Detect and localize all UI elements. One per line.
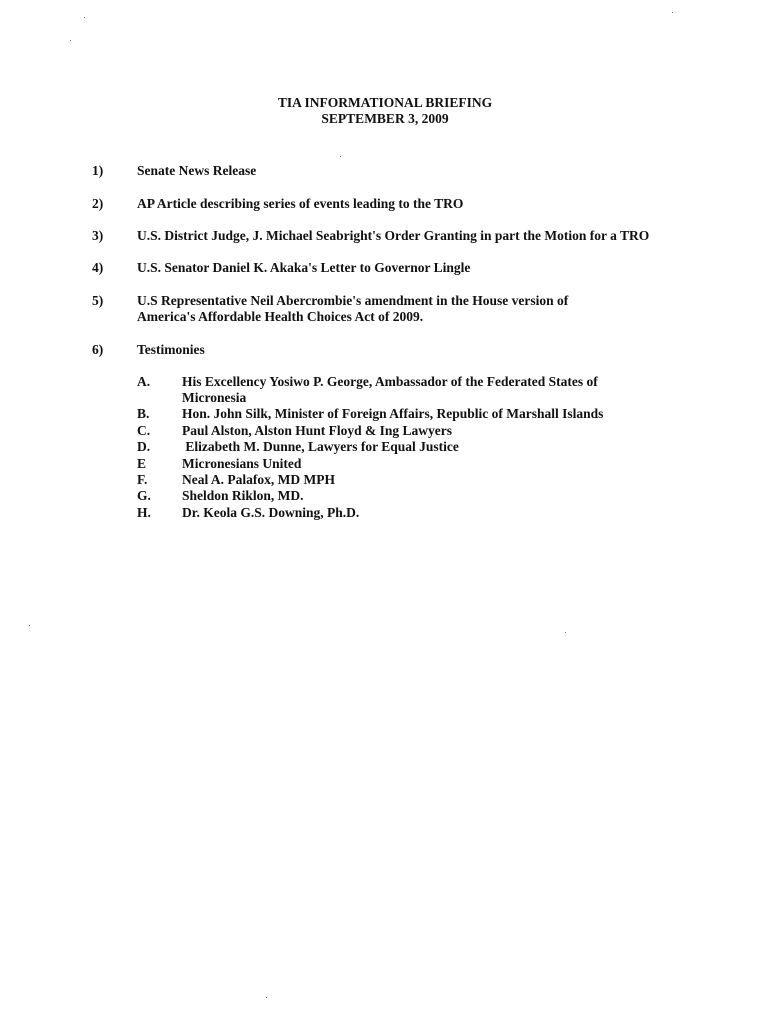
- item-number: 2): [92, 196, 104, 211]
- testimony-letter: A.: [137, 374, 151, 389]
- testimony-letter: F.: [137, 472, 148, 487]
- testimony-text: Neal A. Palafox, MD MPH: [182, 472, 335, 487]
- item-number: 1): [92, 163, 104, 178]
- document-title: TIA INFORMATIONAL BRIEFING: [277, 95, 493, 110]
- scan-speck: [565, 632, 566, 633]
- scan-speck: [70, 40, 71, 41]
- scan-speck: [29, 625, 30, 626]
- item-number: 5): [92, 293, 104, 308]
- testimony-text: Micronesians United: [182, 456, 302, 471]
- testimony-text: Dr. Keola G.S. Downing, Ph.D.: [182, 505, 360, 520]
- item-text: Testimonies: [137, 342, 205, 357]
- testimony-letter: H.: [137, 505, 151, 520]
- item-number: 6): [92, 342, 104, 357]
- testimony-letter: G.: [137, 488, 151, 503]
- document-date: SEPTEMBER 3, 2009: [321, 111, 449, 126]
- testimony-text: His Excellency Yosiwo P. George, Ambassador of the Federated States of Micronesia: [182, 374, 598, 405]
- testimony-letter: D.: [137, 439, 151, 454]
- item-number: 3): [92, 228, 104, 243]
- scan-speck: [84, 17, 85, 18]
- scan-speck: [672, 12, 673, 13]
- item-text: U.S Representative Neil Abercrombie's amendment in the House version of America's Affordable Health Choices Act of 2009.: [137, 293, 569, 324]
- testimony-text: Hon. John Silk, Minister of Foreign Affairs, Republic of Marshall Islands: [182, 406, 604, 421]
- testimony-text: Paul Alston, Alston Hunt Floyd & Ing Lawyers: [182, 423, 453, 438]
- testimony-letter: C.: [137, 423, 151, 438]
- item-text: AP Article describing series of events leading to the TRO: [137, 196, 464, 211]
- item-text: U.S. Senator Daniel K. Akaka's Letter to Governor Lingle: [137, 260, 471, 275]
- testimony-text: Sheldon Riklon, MD.: [182, 488, 304, 503]
- scan-speck: [340, 156, 341, 157]
- testimony-letter: E: [137, 456, 147, 471]
- testimony-text: Elizabeth M. Dunne, Lawyers for Equal Justice: [182, 439, 459, 454]
- item-text: Senate News Release: [137, 163, 257, 178]
- item-text: U.S. District Judge, J. Michael Seabright's Order Granting in part the Motion for a TRO: [137, 228, 650, 243]
- testimony-letter: B.: [137, 406, 150, 421]
- scan-speck: [266, 997, 267, 998]
- item-number: 4): [92, 260, 104, 275]
